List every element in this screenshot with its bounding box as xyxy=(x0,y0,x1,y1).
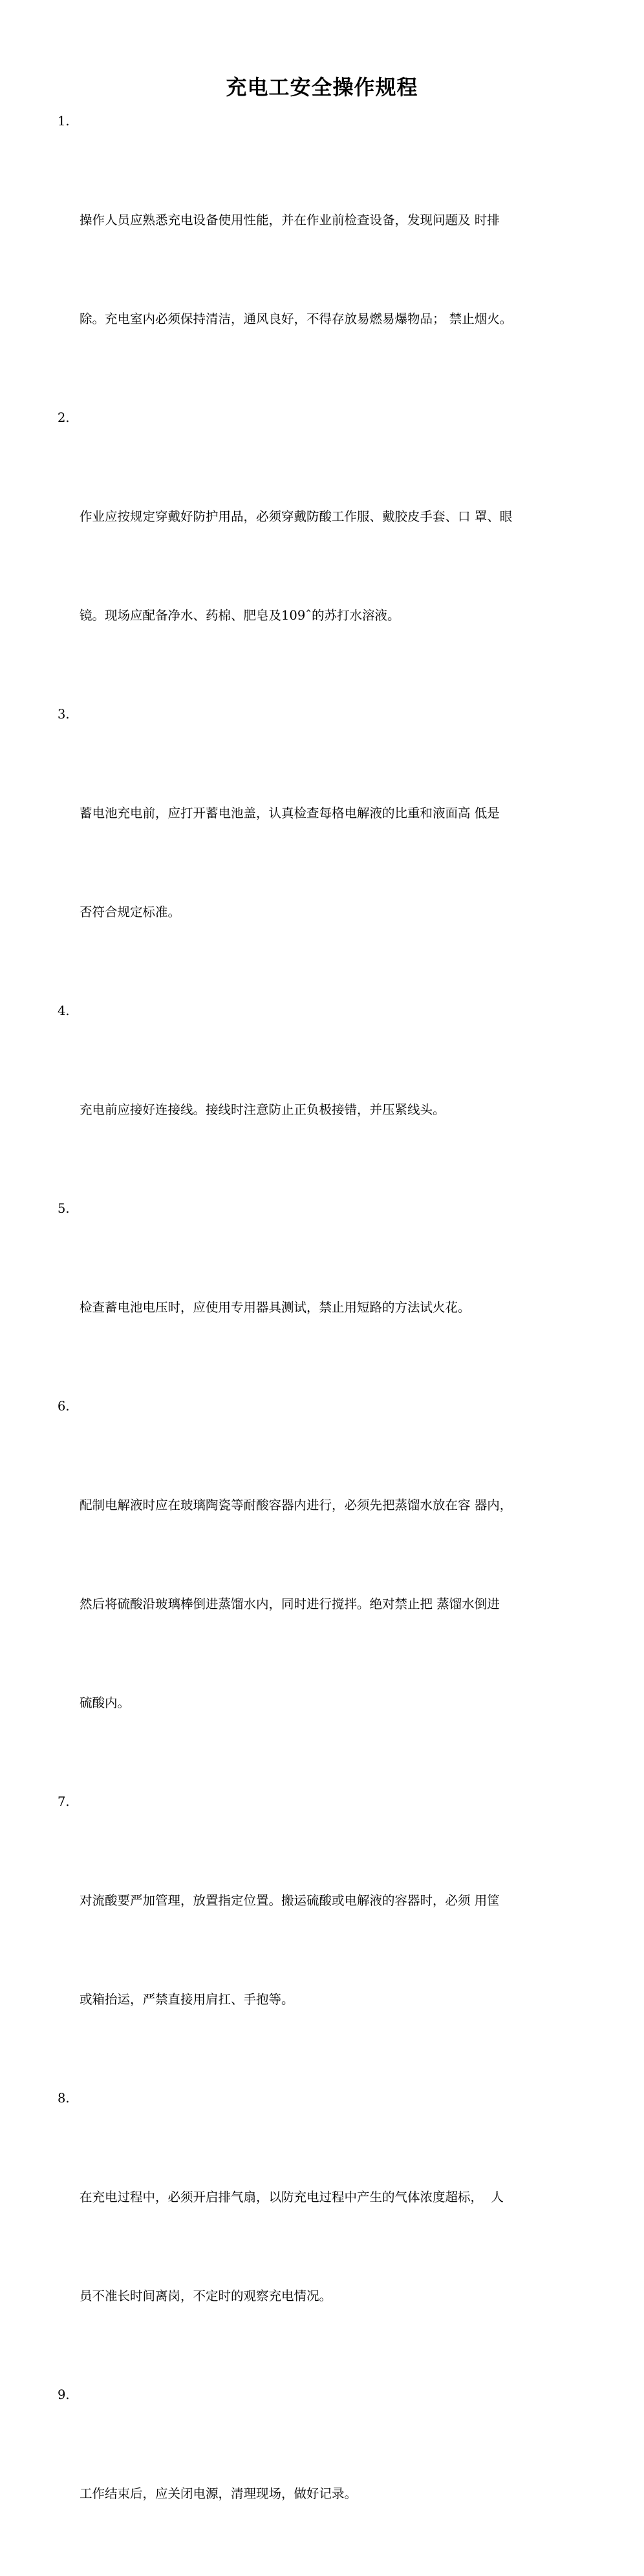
rule-number: 1. xyxy=(58,114,70,129)
rule-number: 2. xyxy=(58,410,70,425)
rule-text-line: 工作结束后，应关闭电源，清理现场，做好记录。 xyxy=(80,2486,358,2501)
rule-number: 4. xyxy=(58,1003,70,1018)
rule-text-line: 员不准长时间离岗，不定时的观察充电情况。 xyxy=(80,2288,332,2303)
rule-text-line: 对流酸要严加管理，放置指定位置。搬运硫酸或电解液的容器时，必须 用筐 xyxy=(80,1893,500,1908)
rule-number: 5. xyxy=(58,1201,70,1216)
rule-text-line: 或箱抬运，严禁直接用肩扛、手抱等。 xyxy=(80,1992,294,2007)
rule-text-line: 否符合规定标准。 xyxy=(80,905,181,919)
rule-text-line: 检查蓄电池电压时，应使用专用器具测试，禁止用短路的方法试火花。 xyxy=(80,1300,471,1315)
rule-text-line: 配制电解液时应在玻璃陶瓷等耐酸容器内进行，必须先把蒸馏水放在容 器内， xyxy=(80,1498,513,1513)
rule-text-line: 蓄电池充电前，应打开蓄电池盖，认真检查每格电解液的比重和液面高 低是 xyxy=(80,806,500,821)
page-title: 充电工安全操作规程 xyxy=(226,75,418,100)
rule-item-6 xyxy=(58,1390,562,1785)
rule-text-line: 充电前应接好连接线。接线时注意防止正负极接错，并压紧线头。 xyxy=(80,1102,445,1117)
rule-item-3 xyxy=(58,698,562,994)
rule-text-line: 作业应按规定穿戴好防护用品，必须穿戴防酸工作服、戴胶皮手套、口 罩、眼 xyxy=(80,509,513,524)
rule-item-5 xyxy=(58,1192,562,1390)
rule-item-4 xyxy=(58,994,562,1192)
rule-text-line: 镜。现场应配备净水、药棉、肥皂及109ˆ的苏打水溶液。 xyxy=(80,608,400,623)
rule-text-line: 在充电过程中，必须开启排气扇，以防充电过程中产生的气体浓度超标， 人 xyxy=(80,2190,504,2204)
rule-text-line: 除。充电室内必须保持清洁，通风良好，不得存放易燃易爆物品； 禁止烟火。 xyxy=(80,311,513,326)
rule-item-7 xyxy=(58,1785,562,2082)
rule-item-2 xyxy=(58,401,562,698)
rule-text-line: 操作人员应熟悉充电设备使用性能，并在作业前检查设备，发现问题及 时排 xyxy=(80,213,500,227)
rule-number: 6. xyxy=(58,1399,70,1414)
rule-item-1 xyxy=(58,105,562,401)
rule-text-line: 然后将硫酸沿玻璃棒倒进蒸馏水内，同时进行搅拌。绝对禁止把 蒸馏水倒进 xyxy=(80,1597,500,1611)
rule-text-line: 硫酸内。 xyxy=(80,1695,131,1710)
rule-number: 3. xyxy=(58,707,70,722)
rule-item-8 xyxy=(58,2082,562,2378)
rule-number: 8. xyxy=(58,2091,70,2106)
rule-number: 9. xyxy=(58,2387,70,2402)
rule-number: 7. xyxy=(58,1794,70,1809)
rule-item-9 xyxy=(58,2378,562,2576)
rules-list xyxy=(58,105,562,2576)
